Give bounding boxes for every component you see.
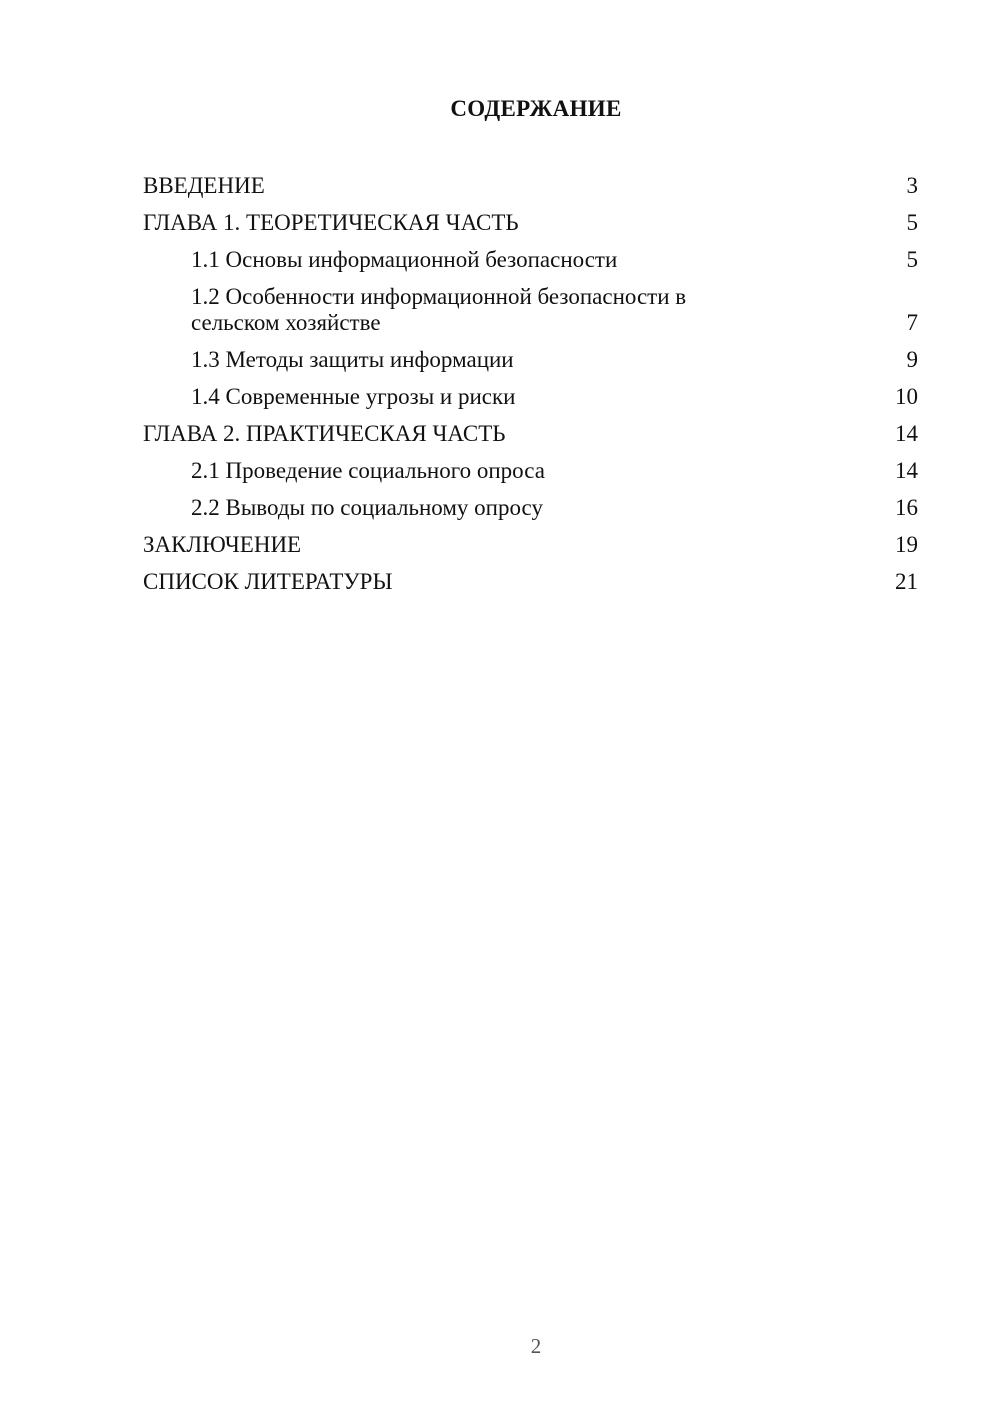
toc-entry-references[interactable] xyxy=(143,564,918,601)
toc-entry-page: 3 xyxy=(906,173,918,198)
page-number: 2 xyxy=(530,1334,542,1358)
toc-entry-section-2-2[interactable] xyxy=(143,490,918,527)
toc-entry-section-2-1[interactable] xyxy=(143,453,918,490)
toc-entry-section-1-1[interactable] xyxy=(143,242,918,279)
toc-entry-introduction[interactable] xyxy=(143,168,918,205)
toc-entry-label: ЗАКЛЮЧЕНИЕ xyxy=(143,532,302,557)
toc-entry-page: 16 xyxy=(895,495,918,520)
toc-entry-chapter-1[interactable] xyxy=(143,205,918,242)
toc-entry-label: 1.3 Методы защиты информации xyxy=(191,347,514,372)
toc-entry-section-1-2[interactable] xyxy=(143,279,918,342)
toc-entry-page: 10 xyxy=(895,384,918,409)
toc-entry-page: 5 xyxy=(906,210,918,235)
toc-entry-section-1-4[interactable] xyxy=(143,379,918,416)
toc-entry-label: 1.2 Особенности информационной безопасности в сельском хозяйстве xyxy=(191,284,687,335)
toc-entry-chapter-2[interactable] xyxy=(143,416,918,453)
toc-entry-label: 2.1 Проведение социального опроса xyxy=(191,458,545,483)
toc-entry-label: ГЛАВА 2. ПРАКТИЧЕСКАЯ ЧАСТЬ xyxy=(143,421,506,446)
table-of-contents xyxy=(143,168,918,601)
toc-entry-page: 7 xyxy=(906,310,918,335)
toc-entry-label: 1.4 Современные угрозы и риски xyxy=(191,384,516,409)
toc-entry-page: 14 xyxy=(895,421,918,446)
toc-entry-page: 19 xyxy=(895,532,918,557)
toc-entry-label: 1.1 Основы информационной безопасности xyxy=(191,247,618,272)
page-title: СОДЕРЖАНИЕ xyxy=(450,96,622,121)
toc-entry-label: ВВЕДЕНИЕ xyxy=(143,173,265,198)
toc-entry-conclusion[interactable] xyxy=(143,527,918,564)
toc-entry-page: 9 xyxy=(906,347,918,372)
toc-entry-label: ГЛАВА 1. ТЕОРЕТИЧЕСКАЯ ЧАСТЬ xyxy=(143,210,519,235)
toc-entry-label: 2.2 Выводы по социальному опросу xyxy=(191,495,543,520)
toc-entry-page: 5 xyxy=(906,247,918,272)
toc-entry-page: 21 xyxy=(895,569,918,594)
toc-entry-page: 14 xyxy=(895,458,918,483)
toc-entry-label: СПИСОК ЛИТЕРАТУРЫ xyxy=(143,569,393,594)
toc-entry-section-1-3[interactable] xyxy=(143,342,918,379)
